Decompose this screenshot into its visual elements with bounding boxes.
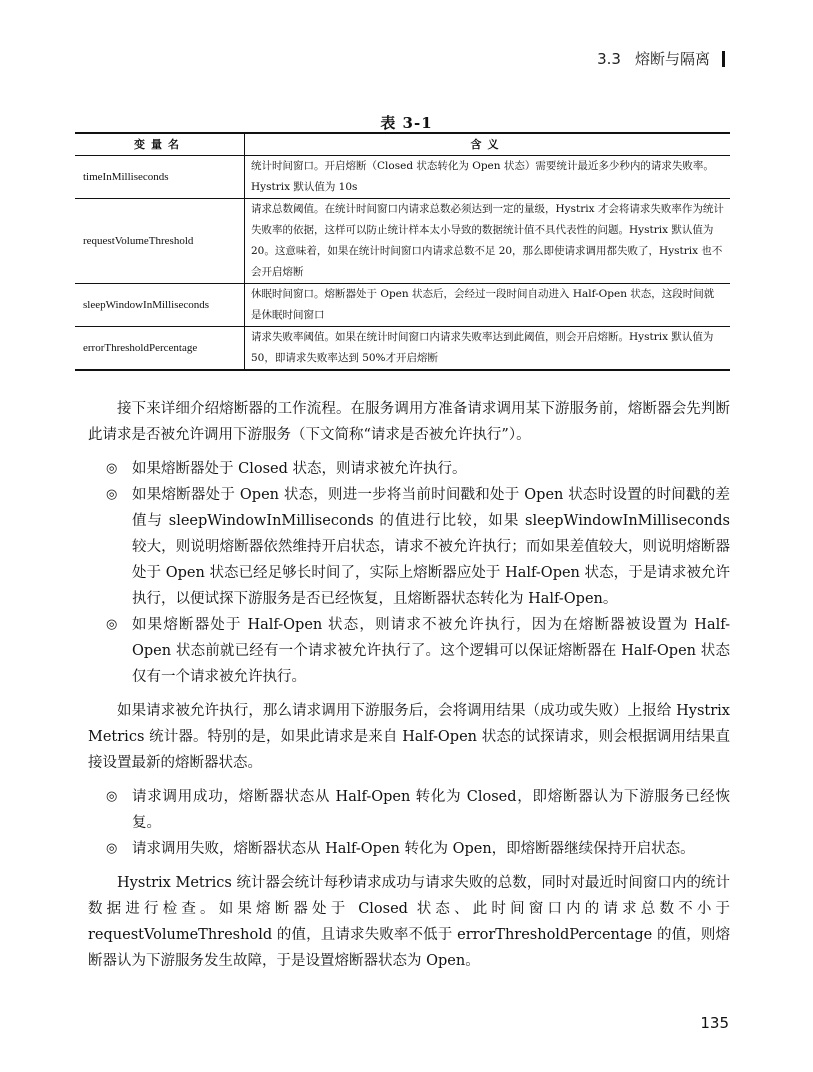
param-desc: 请求总数阈值。在统计时间窗口内请求总数必须达到一定的量级，Hystrix 才会将请求失败率作为统计失败率的依据，这样可以防止统计样本太小导致的数据统计值不具代表性的问题。Hystrix 默认值为 20。这意味着，如果在统计时间窗口内请求总数不足 20，那么即使请求调用都失败了，Hystrix 也不会开启熔断	[245, 199, 731, 284]
bullet-list	[88, 456, 730, 690]
bullet-icon: ◎	[106, 617, 118, 632]
list-item: ◎ 如果熔断器处于 Open 状态，则进一步将当前时间戳和处于 Open 状态时设置的时间戳的差值与 sleepWindowInMilliseconds 的值进行比较，如果 sleepWindowInMilliseconds 较大，则说明熔断器依然维持开启状态，请求不被允许执行；而如果差值较大，则说明熔断器处于 Open 状态已经足够长时间了，实际上熔断器应处于 Half-Open 状态，于是请求被允许执行，以便试探下游服务是否已经恢复，且熔断器状态转化为 Half-Open。	[88, 482, 730, 612]
parameter-table	[75, 132, 730, 371]
table-row	[75, 156, 730, 199]
bullet-icon: ◎	[106, 841, 118, 856]
running-header	[597, 48, 725, 69]
table-row	[75, 284, 730, 327]
bullet-icon: ◎	[106, 487, 118, 502]
param-name: sleepWindowInMilliseconds	[75, 284, 245, 327]
bullet-list	[88, 784, 730, 862]
body-text	[88, 396, 730, 974]
table-row	[75, 327, 730, 371]
paragraph: 如果请求被允许执行，那么请求调用下游服务后，会将调用结果（成功或失败）上报给 Hystrix Metrics 统计器。特别的是，如果此请求是来自 Half-Open 状态的试探请求，则会根据调用结果直接设置最新的熔断器状态。	[88, 703, 730, 771]
column-header-desc: 含义	[245, 133, 731, 156]
column-header-name: 变量名	[75, 133, 245, 156]
table-caption: 表 3-1	[380, 114, 433, 132]
section-number: 3.3	[597, 49, 621, 68]
paragraph: 接下来详细介绍熔断器的工作流程。在服务调用方准备请求调用某下游服务前，熔断器会先判断此请求是否被允许调用下游服务（下文简称“请求是否被允许执行”）。	[88, 401, 730, 443]
param-name: requestVolumeThreshold	[75, 199, 245, 284]
bullet-icon: ◎	[106, 461, 118, 476]
table-row	[75, 199, 730, 284]
section-title: 熔断与隔离	[634, 50, 710, 68]
bullet-icon: ◎	[106, 789, 118, 804]
list-item: ◎ 如果熔断器处于 Half-Open 状态，则请求不被允许执行，因为在熔断器被设置为 Half-Open 状态前就已经有一个请求被允许执行了。这个逻辑可以保证熔断器在 Half-Open 状态仅有一个请求被允许执行。	[88, 612, 730, 690]
list-item: ◎ 请求调用成功，熔断器状态从 Half-Open 转化为 Closed，即熔断器认为下游服务已经恢复。	[88, 784, 730, 836]
list-item: ◎ 请求调用失败，熔断器状态从 Half-Open 转化为 Open，即熔断器继续保持开启状态。	[88, 836, 730, 862]
param-desc: 休眠时间窗口。熔断器处于 Open 状态后，会经过一段时间自动进入 Half-Open 状态，这段时间就是休眠时间窗口	[245, 284, 731, 327]
param-desc: 统计时间窗口。开启熔断（Closed 状态转化为 Open 状态）需要统计最近多少秒内的请求失败率。Hystrix 默认值为 10s	[245, 156, 731, 199]
header-bar	[722, 51, 725, 67]
param-name: timeInMilliseconds	[75, 156, 245, 199]
page-number: 135	[700, 1014, 729, 1032]
list-item: ◎ 如果熔断器处于 Closed 状态，则请求被允许执行。	[88, 456, 730, 482]
paragraph: Hystrix Metrics 统计器会统计每秒请求成功与请求失败的总数，同时对最近时间窗口内的统计数据进行检查。如果熔断器处于 Closed 状态、此时间窗口内的请求总数不小于 requestVolumeThreshold 的值，且请求失败率不低于 errorThresholdPercentage 的值，则熔断器认为下游服务发生故障，于是设置熔断器状态为 Open。	[88, 875, 730, 969]
param-name: errorThresholdPercentage	[75, 327, 245, 371]
param-desc: 请求失败率阈值。如果在统计时间窗口内请求失败率达到此阈值，则会开启熔断。Hystrix 默认值为 50，即请求失败率达到 50%才开启熔断	[245, 327, 731, 371]
